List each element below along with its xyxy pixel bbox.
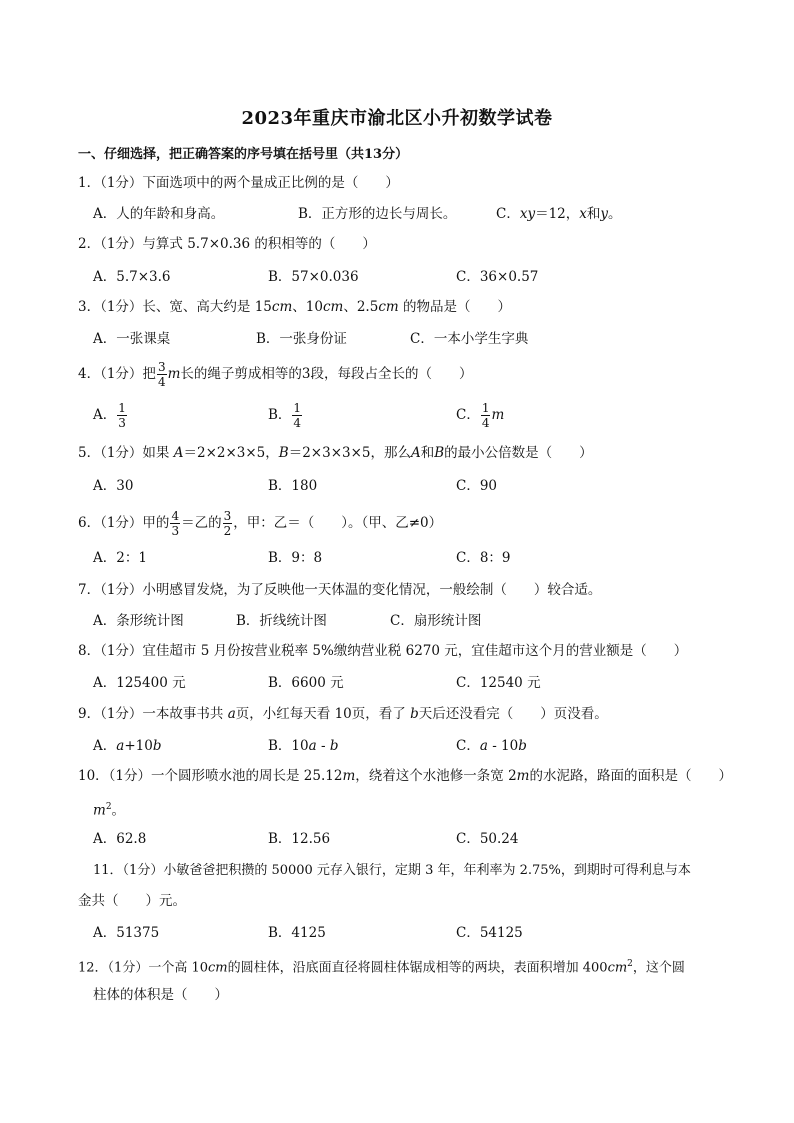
question-8: 8．（1分）宜佳超市 5 月份按营业税率 5%缴纳营业税 6270 元，宜佳超市这个月的营业额是（ ） bbox=[78, 643, 688, 659]
question-3: 3．（1分）长、宽、高大约是 15cm、10cm、2.5cm 的物品是（ ） bbox=[78, 299, 511, 315]
q5-option-a: A．30 bbox=[93, 478, 134, 494]
q3-option-c: C．一本小学生字典 bbox=[410, 331, 529, 347]
fraction: $\frac{3}{4}$ bbox=[157, 360, 166, 389]
question-12-cont: 柱体的体积是（ ） bbox=[93, 987, 228, 1003]
q1-option-a: A．人的年龄和身高。 bbox=[93, 206, 225, 222]
q3-option-a: A．一张课桌 bbox=[93, 331, 171, 347]
q8-option-a: A．125400 元 bbox=[93, 675, 186, 691]
q8-option-b: B．6600 元 bbox=[268, 675, 344, 691]
q10-option-b: B．12.56 bbox=[268, 831, 331, 847]
q11-option-a: A．51375 bbox=[93, 925, 160, 941]
section-heading: 一、仔细选择，把正确答案的序号填在括号里（共13分） bbox=[78, 147, 409, 162]
q6-option-c: C．8：9 bbox=[456, 550, 511, 566]
question-9: 9．（1分）一本故事书共 a页，小红每天看 10页，看了 b天后还没看完（ ）页没看。 bbox=[78, 706, 608, 722]
question-12: 12．（1分）一个高 10cm的圆柱体，沿底面直径将圆柱体锯成相等的两块，表面积增加 $400cm^2$，这个圆 bbox=[78, 959, 685, 976]
q9-option-b: B．10a - b bbox=[268, 738, 339, 754]
q7-option-b: B．折线统计图 bbox=[236, 613, 327, 629]
question-10: 10．（1分）一个圆形喷水池的周长是 25.12m，绕着这个水池修一条宽 2m的水泥路，路面的面积是（ ） bbox=[78, 768, 732, 784]
question-1: 1．（1分）下面选项中的两个量成正比例的是（ ） bbox=[78, 175, 399, 191]
question-10-cont: $m^2$。 bbox=[93, 802, 126, 819]
question-11-cont: 金共（ ）元。 bbox=[78, 893, 186, 909]
question-4: 4．（1分）把 $\frac{3}{4}$ m长的绳子剪成相等的3段，每段占全长的（ ） bbox=[78, 360, 473, 389]
question-6: 6．（1分）甲的 $\frac{4}{3}$ ＝乙的 $\frac{3}{2}$ ，甲：乙＝（ ）。（甲、乙≠0） bbox=[78, 509, 443, 538]
q7-option-a: A．条形统计图 bbox=[93, 613, 184, 629]
q7-option-c: C．扇形统计图 bbox=[390, 613, 482, 629]
q5-option-c: C．90 bbox=[456, 478, 498, 494]
q4-option-a: A． $\frac{1}{3}$ bbox=[93, 401, 126, 430]
q4-option-b: B． $\frac{1}{4}$ bbox=[268, 401, 302, 430]
q10-option-a: A．62.8 bbox=[93, 831, 147, 847]
q9-option-a: A．a+10b bbox=[93, 738, 162, 754]
q3-option-b: B．一张身份证 bbox=[256, 331, 347, 347]
q11-option-b: B．4125 bbox=[268, 925, 326, 941]
question-2: 2．（1分）与算式 5.7×0.36 的积相等的（ ） bbox=[78, 236, 376, 252]
q9-option-c: C．a - 10b bbox=[456, 738, 527, 754]
q1-option-b: B．正方形的边长与周长。 bbox=[298, 206, 457, 222]
question-5: 5．（1分）如果 A＝2×2×3×5，B＝2×3×3×5，那么A和B的最小公倍数是（ ） bbox=[78, 445, 593, 461]
q2-option-a: A．5.7×3.6 bbox=[93, 269, 171, 285]
q2-option-c: C．36×0.57 bbox=[456, 269, 539, 285]
q4-option-c: C． $\frac{1}{4}$ m bbox=[456, 401, 505, 430]
q10-option-c: C．50.24 bbox=[456, 831, 519, 847]
q5-option-b: B．180 bbox=[268, 478, 318, 494]
q6-option-a: A．2：1 bbox=[93, 550, 147, 566]
question-11: 11．（1分）小敏爸爸把积攒的 50000 元存入银行，定期 3 年，年利率为 2.75%，到期时可得利息与本 bbox=[93, 863, 691, 878]
q1-option-c: C．xy＝12，x和y。 bbox=[496, 206, 622, 222]
q11-option-c: C．54125 bbox=[456, 925, 523, 941]
q8-option-c: C．12540 元 bbox=[456, 675, 541, 691]
question-7: 7．（1分）小明感冒发烧，为了反映他一天体温的变化情况，一般绘制（ ）较合适。 bbox=[78, 582, 602, 598]
q2-option-b: B．57×0.036 bbox=[268, 269, 359, 285]
page-title: 2023年重庆市渝北区小升初数学试卷 bbox=[241, 108, 553, 129]
q6-option-b: B．9：8 bbox=[268, 550, 323, 566]
